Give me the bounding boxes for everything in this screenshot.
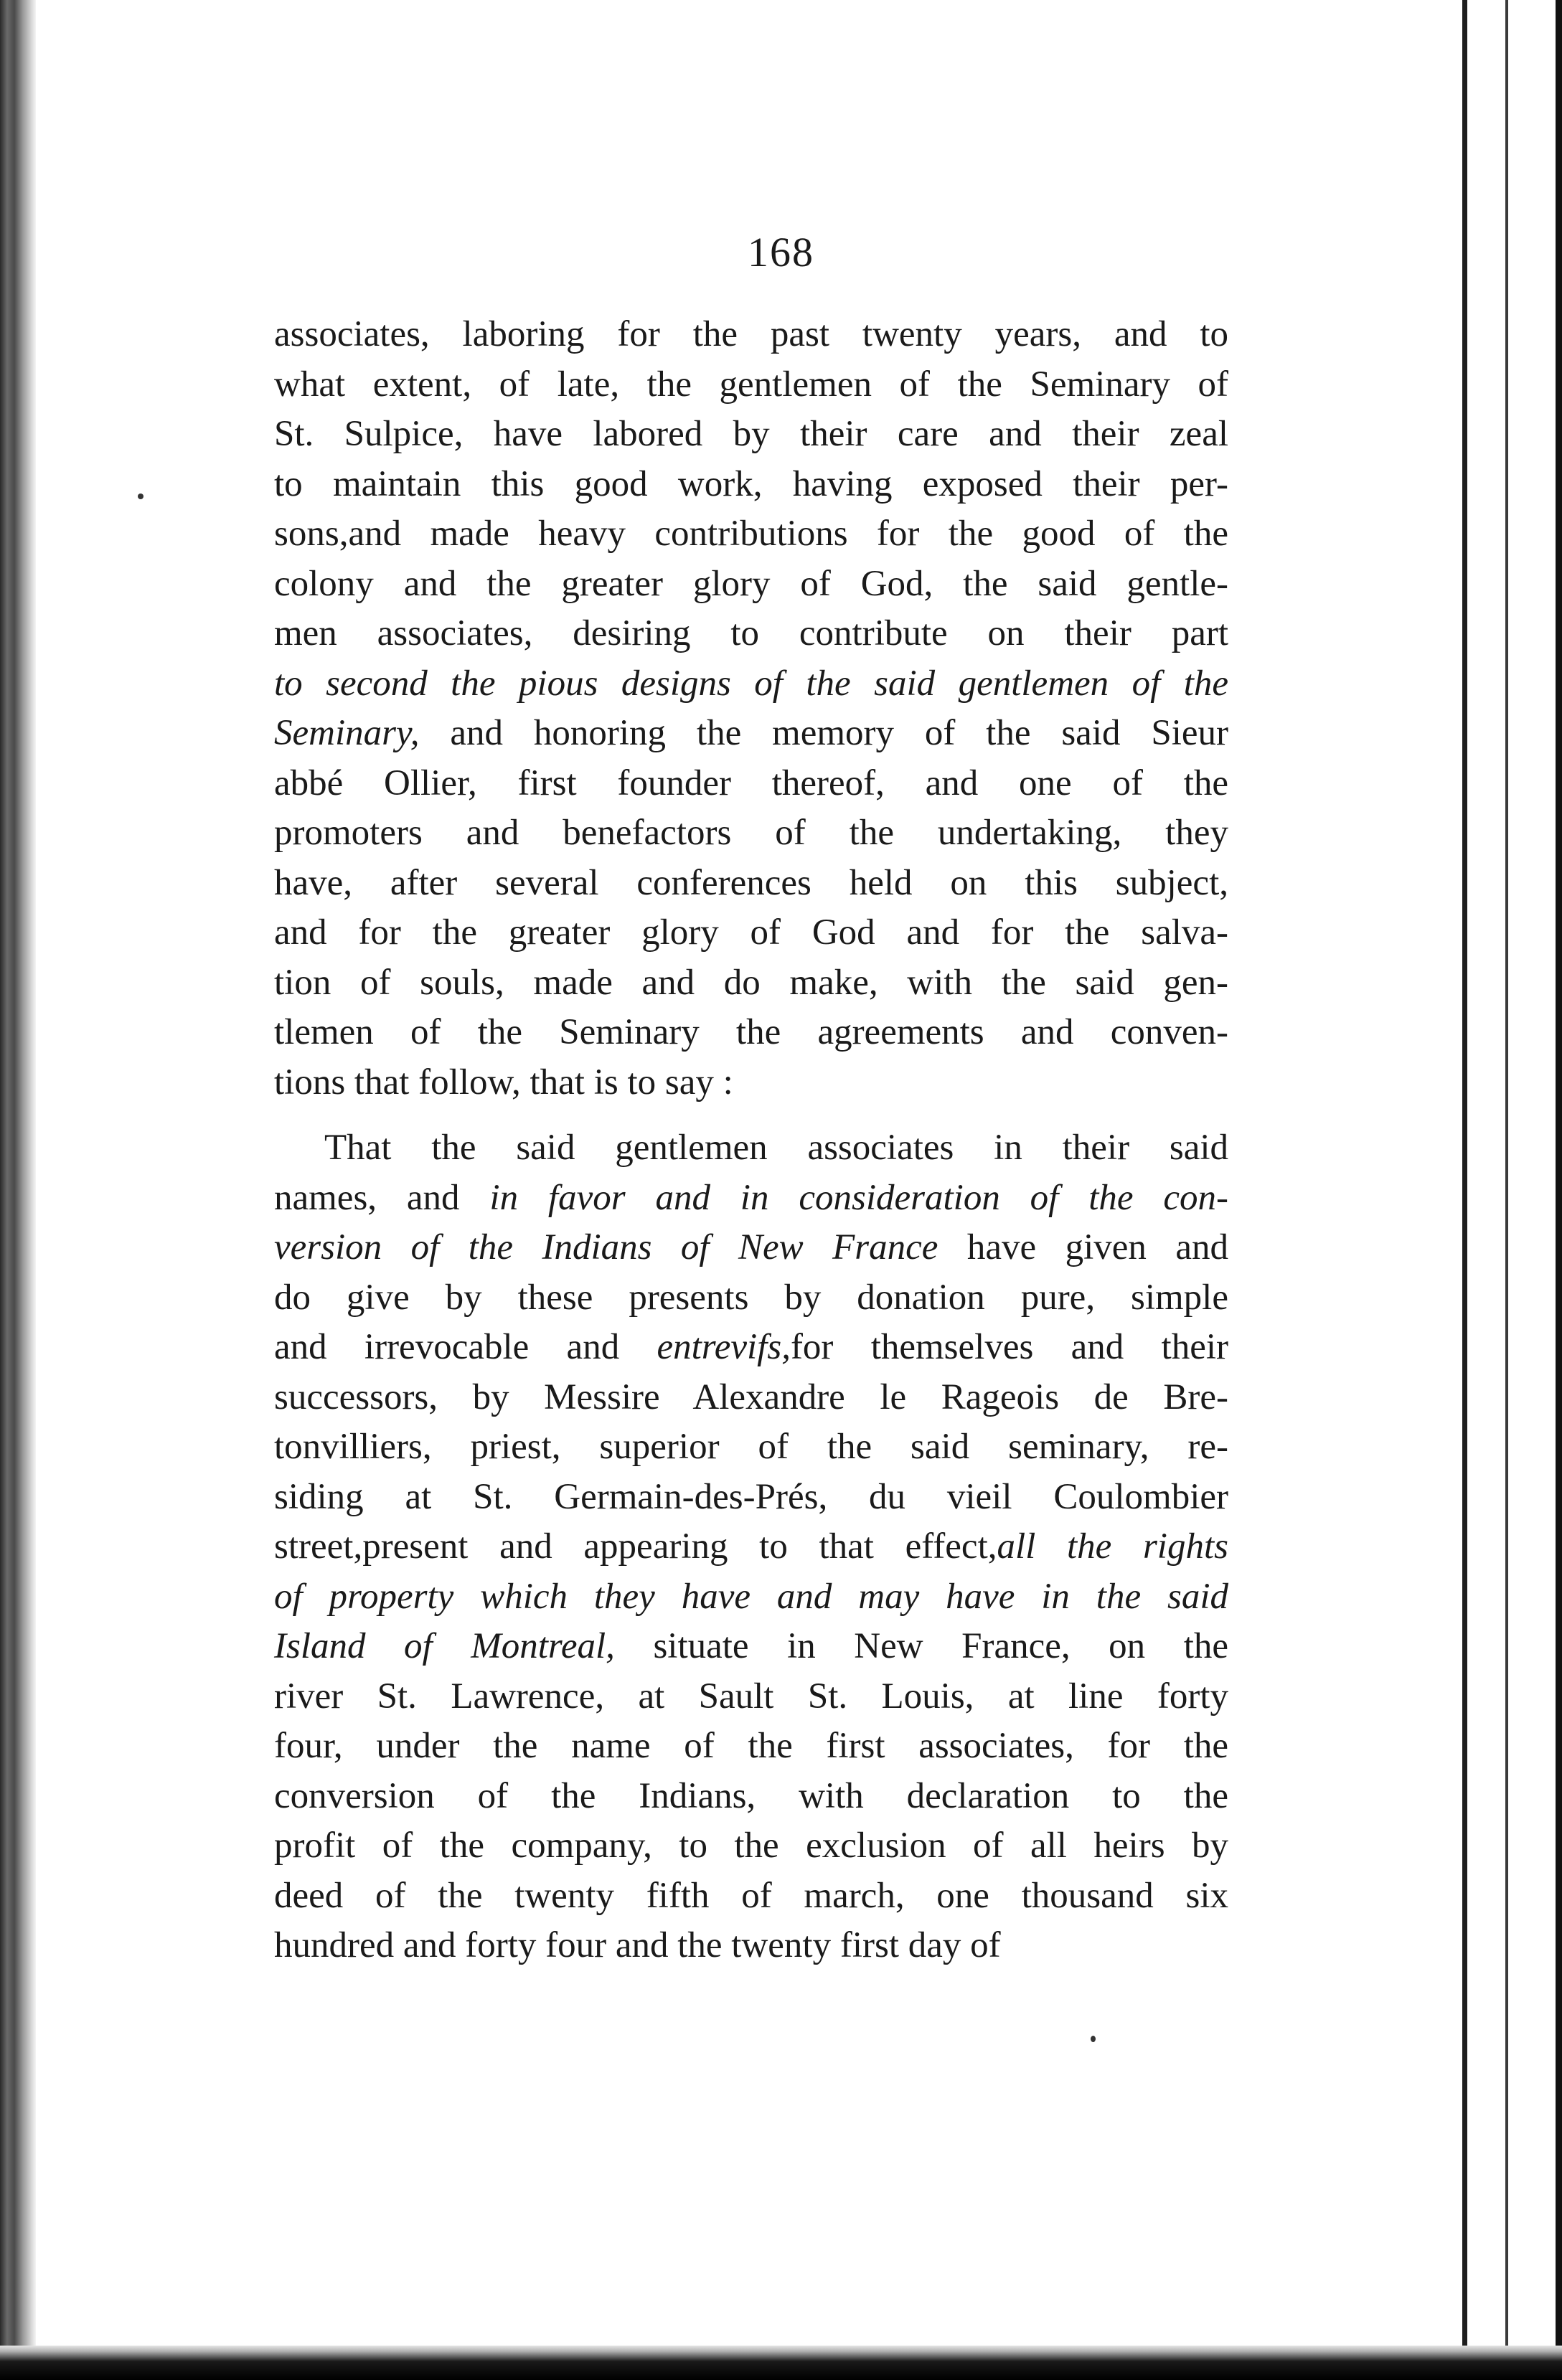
text-run: That the said gentlemen associates in their said <box>324 1128 1228 1168</box>
text-run: abbé Ollier, first founder thereof, and one of the <box>274 762 1228 803</box>
text-line <box>274 1871 1228 1922</box>
italic-text: of property which they have and may have in the said <box>274 1576 1228 1617</box>
text-line <box>274 310 1228 360</box>
text-run: St. Sulpice, have labored by their care and their zeal <box>274 414 1228 454</box>
italic-text: in favor and in consideration of the con- <box>489 1177 1228 1218</box>
text-line <box>274 1373 1228 1423</box>
text-line <box>274 1123 1228 1174</box>
text-run: successors, by Messire Alexandre le Rageois de Bre- <box>274 1376 1228 1417</box>
text-line <box>274 1008 1228 1058</box>
text-line <box>274 509 1228 559</box>
text-run: and for the greater glory of God and for the salva- <box>274 912 1228 953</box>
text-run: situate in New France, on the <box>614 1626 1228 1666</box>
text-line <box>274 759 1228 809</box>
text-line <box>274 908 1228 958</box>
text-run: tion of souls, made and do make, with the said gen- <box>274 962 1228 1003</box>
italic-text: all the rights <box>997 1526 1228 1567</box>
italic-text: version of the Indians of New France <box>274 1227 938 1267</box>
text-line <box>274 659 1228 709</box>
text-line <box>274 460 1228 510</box>
speck <box>1091 2036 1096 2042</box>
text-line <box>274 1323 1228 1373</box>
text-run: sons,and made heavy contributions for the good of the <box>274 514 1228 554</box>
text-run: hundred and forty four and the twenty first day of <box>274 1925 1001 1965</box>
text-line <box>274 360 1228 410</box>
text-run: names, and <box>274 1177 490 1218</box>
scan-bottom-edge <box>0 2346 1562 2380</box>
italic-text: Island of Montreal, <box>274 1626 615 1666</box>
page-number: 168 <box>748 229 814 275</box>
text-line <box>274 1223 1228 1273</box>
text-line <box>274 958 1228 1009</box>
text-line <box>274 1174 1228 1224</box>
text-line <box>274 1921 1228 1971</box>
text-run: conversion of the Indians, with declaration to the <box>274 1775 1228 1816</box>
text-run: and irrevocable and <box>274 1327 657 1367</box>
text-run: colony and the greater glory of God, the said gentle- <box>274 563 1228 604</box>
text-run: for themselves and their <box>790 1327 1228 1367</box>
paragraph-1 <box>274 310 1228 1108</box>
speck <box>138 494 144 499</box>
text-line <box>274 859 1228 909</box>
text-run: and honoring the memory of the said Sieur <box>419 713 1228 753</box>
italic-text: to second the pious designs of the said gentlemen of the <box>274 663 1228 704</box>
text-line <box>274 1522 1228 1572</box>
text-run: promoters and benefactors of the undertaking, they <box>274 813 1228 853</box>
text-line <box>274 1622 1228 1672</box>
text-line <box>274 1058 1228 1108</box>
text-line <box>274 709 1228 759</box>
text-run: tions that follow, that is to say : <box>274 1062 733 1102</box>
text-run: four, under the name of the first associates, for the <box>274 1726 1228 1766</box>
text-run: do give by these presents by donation pure, simple <box>274 1277 1228 1318</box>
text-run: siding at St. Germain-des-Prés, du vieil Coulombier <box>274 1476 1228 1517</box>
text-line <box>274 1722 1228 1772</box>
scan-right-edge <box>1462 0 1562 2380</box>
text-line <box>274 1672 1228 1722</box>
text-line <box>274 1473 1228 1523</box>
text-run: street,present and appearing to that effect, <box>274 1526 997 1567</box>
text-line <box>274 559 1228 610</box>
text-line <box>274 1422 1228 1473</box>
text-run: tlemen of the Seminary the agreements and conven- <box>274 1012 1228 1052</box>
text-run: men associates, desiring to contribute on their part <box>274 613 1228 653</box>
text-line <box>274 410 1228 460</box>
text-line <box>274 808 1228 859</box>
text-run: tonvilliers, priest, superior of the said seminary, re- <box>274 1427 1228 1467</box>
page-body <box>274 310 1228 1971</box>
text-line <box>274 1273 1228 1323</box>
text-run: what extent, of late, the gentlemen of the Seminary of <box>274 364 1228 405</box>
text-run: to maintain this good work, having exposed their per- <box>274 463 1228 504</box>
text-line <box>274 1772 1228 1822</box>
text-line <box>274 1572 1228 1623</box>
paragraph-2 <box>274 1123 1228 1971</box>
text-line <box>274 609 1228 659</box>
italic-text: Seminary, <box>274 713 420 753</box>
scan-left-edge <box>0 0 36 2380</box>
text-run: river St. Lawrence, at Sault St. Louis, at line forty <box>274 1676 1228 1716</box>
text-run: have, after several conferences held on this subject, <box>274 862 1228 903</box>
italic-text: entrevifs, <box>657 1327 791 1367</box>
text-run: deed of the twenty fifth of march, one thousand six <box>274 1875 1228 1916</box>
text-run: profit of the company, to the exclusion of all heirs by <box>274 1826 1228 1866</box>
text-line <box>274 1821 1228 1871</box>
text-run: have given and <box>938 1227 1228 1267</box>
text-run: associates, laboring for the past twenty years, and to <box>274 314 1228 354</box>
